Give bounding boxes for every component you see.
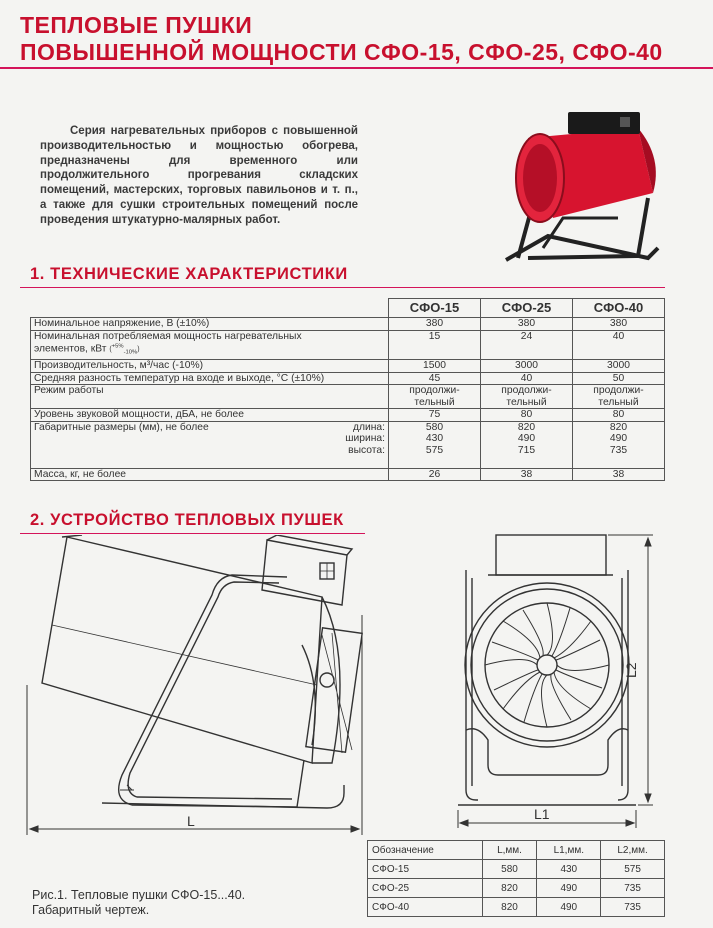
spec-label-line-a: Номинальная потребляемая мощность нагревательных — [34, 330, 302, 342]
spec-header-blank — [31, 299, 389, 318]
dims-cell: 430 — [537, 860, 601, 879]
spec-value: 15 — [389, 330, 481, 360]
dim-value: 735 — [609, 444, 628, 456]
dims-cell: СФО-25 — [368, 879, 483, 898]
dims-cell: 820 — [482, 898, 537, 917]
dims-cell: 490 — [537, 879, 601, 898]
spec-label: Производительность, м³/час (-10%) — [31, 360, 389, 373]
dims-label: Габаритные размеры (мм), не более — [34, 421, 209, 433]
tolerance-plus: +5% — [111, 344, 124, 350]
spec-value: 3000 — [481, 360, 573, 373]
spec-value: 380 — [389, 318, 481, 331]
spec-value — [481, 421, 573, 468]
spec-value: 380 — [481, 318, 573, 331]
dims-header: L2,мм. — [601, 841, 665, 860]
spec-value: продолжи- тельный — [573, 385, 665, 409]
dims-cell: СФО-15 — [368, 860, 483, 879]
spec-label: Масса, кг, не более — [31, 468, 389, 481]
spec-value: 75 — [389, 409, 481, 422]
front-view-drawing — [448, 530, 658, 830]
dimensions-table — [367, 840, 665, 917]
dims-width-label: ширина: — [345, 433, 385, 445]
spec-label — [31, 421, 389, 468]
dim-value: 580 — [425, 421, 444, 433]
spec-value — [573, 421, 665, 468]
spec-row-temperature — [31, 372, 665, 385]
section-1-rule — [20, 287, 665, 288]
dim-value: 490 — [609, 433, 628, 445]
spec-row-power — [31, 330, 665, 360]
spec-row-dimensions — [31, 421, 665, 468]
dims-header: Обозначение — [368, 841, 483, 860]
page-title — [20, 12, 700, 66]
section-2-rule — [20, 533, 365, 534]
dims-header: L,мм. — [482, 841, 537, 860]
intro-paragraph: Серия нагревательных приборов с повышенной производительностью и мощностью обогрева, предназначены для временного или продолжительного прогревания складских помещений, мастерских, торговых павильонов и т. п., а также для сушки строительных помещений после проведения штукатурно-малярных работ. — [40, 125, 358, 226]
spec-row-voltage — [31, 318, 665, 331]
dim-label-L: L — [187, 813, 195, 829]
figure-caption — [32, 888, 302, 918]
dims-row — [368, 879, 665, 898]
dim-label-L1: L1 — [534, 806, 550, 822]
spec-header-row — [31, 299, 665, 318]
side-view-drawing — [22, 535, 372, 845]
spec-value: 80 — [573, 409, 665, 422]
dim-value: 430 — [425, 433, 444, 445]
spec-row-noise — [31, 409, 665, 422]
title-line-2: ПОВЫШЕННОЙ МОЩНОСТИ СФО-15, СФО-25, СФО-40 — [20, 39, 663, 65]
spec-value: продолжи- тельный — [481, 385, 573, 409]
spec-label: Номинальное напряжение, В (±10%) — [31, 318, 389, 331]
dims-height-label: высота: — [348, 444, 385, 456]
dim-label-L2: L2 — [623, 662, 639, 678]
spec-value: продолжи- тельный — [389, 385, 481, 409]
section-1-heading: 1. ТЕХНИЧЕСКИЕ ХАРАКТЕРИСТИКИ — [30, 265, 348, 283]
spec-value: 40 — [573, 330, 665, 360]
dims-cell: 735 — [601, 898, 665, 917]
caption-line-2: Габаритный чертеж. — [32, 903, 150, 917]
spec-header-sfo40: СФО-40 — [573, 299, 665, 318]
spec-header-sfo15: СФО-15 — [389, 299, 481, 318]
spec-label: Средняя разность температур на входе и выходе, °С (±10%) — [31, 372, 389, 385]
dims-row — [368, 898, 665, 917]
spec-value: 80 — [481, 409, 573, 422]
dims-header-row — [368, 841, 665, 860]
spec-value — [389, 421, 481, 468]
spec-value: 40 — [481, 372, 573, 385]
spec-label: Уровень звуковой мощности, дБА, не более — [31, 409, 389, 422]
dim-value: 575 — [425, 444, 444, 456]
title-line-1: ТЕПЛОВЫЕ ПУШКИ — [20, 12, 253, 38]
title-divider — [0, 67, 713, 69]
spec-value: 24 — [481, 330, 573, 360]
tolerance-minus: -10% — [123, 349, 138, 356]
dim-value: 715 — [517, 444, 536, 456]
spec-header-sfo25: СФО-25 — [481, 299, 573, 318]
dims-header: L1,мм. — [537, 841, 601, 860]
spec-label: Номинальная потребляемая мощность нагревательных элементов, кВт ($^{+5\%}_{-10\%}$) — [31, 330, 389, 360]
dims-cell: 820 — [482, 879, 537, 898]
spec-row-throughput — [31, 360, 665, 373]
spec-value: 380 — [573, 318, 665, 331]
spec-value: 3000 — [573, 360, 665, 373]
spec-row-mass — [31, 468, 665, 481]
dim-value: 490 — [517, 433, 536, 445]
spec-label: Режим работы — [31, 385, 389, 409]
dim-value: 820 — [517, 421, 536, 433]
spec-row-mode — [31, 385, 665, 409]
spec-table — [30, 298, 665, 481]
spec-value: 38 — [481, 468, 573, 481]
heater-photo — [488, 108, 668, 268]
dims-row — [368, 860, 665, 879]
dims-cell: СФО-40 — [368, 898, 483, 917]
section-2-heading: 2. УСТРОЙСТВО ТЕПЛОВЫХ ПУШЕК — [30, 511, 344, 529]
dim-value: 820 — [609, 421, 628, 433]
dims-cell: 580 — [482, 860, 537, 879]
caption-line-1: Рис.1. Тепловые пушки СФО-15...40. — [32, 888, 246, 902]
spec-value: 50 — [573, 372, 665, 385]
dims-length-label: длина: — [352, 421, 385, 433]
spec-value: 38 — [573, 468, 665, 481]
spec-value: 26 — [389, 468, 481, 481]
dims-cell: 575 — [601, 860, 665, 879]
dims-cell: 490 — [537, 898, 601, 917]
dims-cell: 735 — [601, 879, 665, 898]
spec-value: 1500 — [389, 360, 481, 373]
spec-value: 45 — [389, 372, 481, 385]
spec-label-line-b: элементов, кВт — [34, 343, 107, 355]
